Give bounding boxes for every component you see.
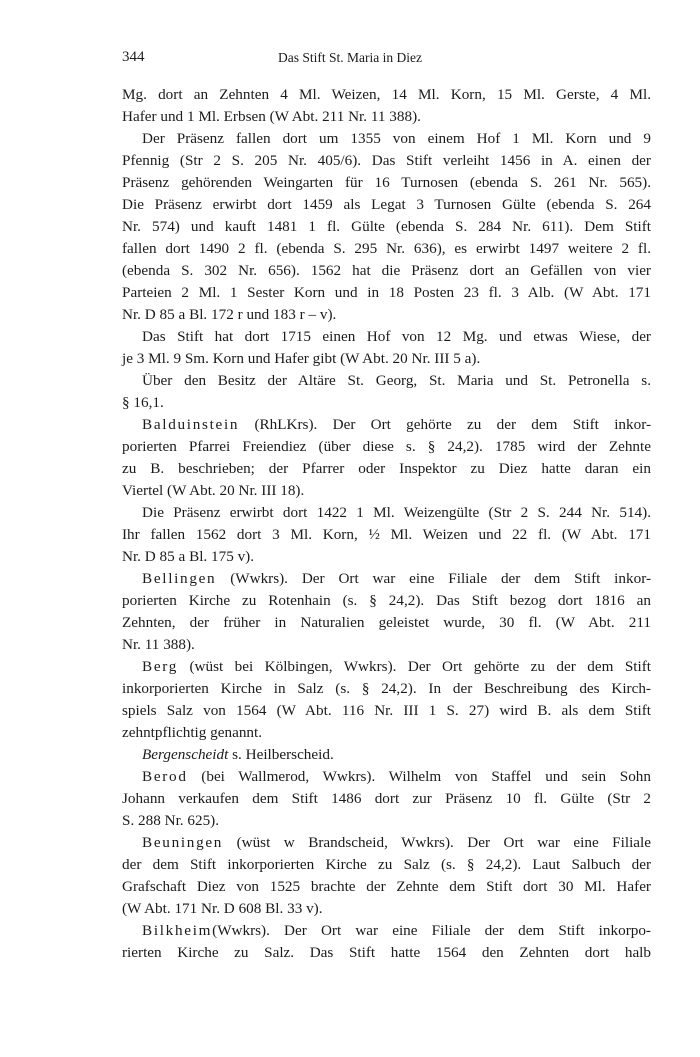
text-line bbox=[122, 524, 651, 546]
text-segment: (wüst bei Kölbingen, Wwkrs). Der Ort gehörte zu der dem Stift bbox=[178, 658, 651, 675]
text-segment: (wüst w Brandscheid, Wwkrs). Der Ort war eine Filiale bbox=[223, 834, 651, 851]
text-segment: Grafschaft Diez von 1525 brachte der Zehnte dem Stift dort 30 Ml. Hafer bbox=[122, 878, 651, 895]
text-line bbox=[122, 502, 651, 524]
text-line bbox=[122, 722, 651, 744]
text-line bbox=[122, 326, 651, 348]
text-segment: je 3 Ml. 9 Sm. Korn und Hafer gibt (W Abt. 20 Nr. III 5 a). bbox=[122, 350, 481, 367]
text-segment: Nr. D 85 a Bl. 172 r und 183 r – v). bbox=[122, 306, 337, 323]
body-text bbox=[122, 84, 651, 964]
text-line bbox=[122, 766, 651, 788]
text-segment: der dem Stift inkorporierten Kirche zu Salz (s. § 24,2). Laut Salbuch der bbox=[122, 856, 651, 873]
text-segment: S. 288 Nr. 625). bbox=[122, 812, 220, 829]
text-segment: (Wwkrs). Der Ort war eine Filiale der dem Stift inkorpo- bbox=[212, 922, 651, 939]
text-line bbox=[122, 546, 651, 568]
text-line bbox=[122, 348, 651, 370]
text-line bbox=[122, 810, 651, 832]
text-segment: Der Präsenz fallen dort um 1355 von einem Hof 1 Ml. Korn und 9 bbox=[142, 130, 651, 147]
text-segment: Johann verkaufen dem Stift 1486 dort zur Präsenz 10 fl. Gülte (Str 2 bbox=[122, 790, 651, 807]
text-line bbox=[122, 370, 651, 392]
text-line bbox=[122, 480, 651, 502]
text-line bbox=[122, 458, 651, 480]
text-line bbox=[122, 84, 651, 106]
text-line bbox=[122, 194, 651, 216]
text-line bbox=[122, 414, 651, 436]
text-segment: (Wwkrs). Der Ort war eine Filiale der dem Stift inkor- bbox=[216, 570, 651, 587]
text-segment: zehntpflichtig genannt. bbox=[122, 724, 263, 741]
text-segment: fallen dort 1490 2 fl. (ebenda S. 295 Nr. 636), es erwirbt 1497 weitere 2 fl. bbox=[122, 240, 651, 257]
text-segment: (bei Wallmerod, Wwkrs). Wilhelm von Staffel und sein Sohn bbox=[187, 768, 651, 785]
text-line bbox=[122, 238, 651, 260]
text-segment: (RhLKrs). Der Ort gehörte zu der dem Stift inkor- bbox=[239, 416, 651, 433]
text-segment: Mg. dort an Zehnten 4 Ml. Weizen, 14 Ml. Korn, 15 Ml. Gerste, 4 Ml. bbox=[122, 86, 651, 103]
text-line bbox=[122, 744, 651, 766]
text-line bbox=[122, 898, 651, 920]
page-number: 344 bbox=[122, 49, 145, 65]
text-segment: Viertel (W Abt. 20 Nr. III 18). bbox=[122, 482, 305, 499]
place-name: Berg bbox=[142, 658, 179, 675]
text-segment: Über den Besitz der Altäre St. Georg, St. Maria und St. Petronella s. bbox=[142, 372, 651, 389]
text-segment: Zehnten, der früher in Naturalien geleistet wurde, 30 fl. (W Abt. 211 bbox=[122, 614, 651, 631]
place-name: Balduinstein bbox=[142, 416, 240, 433]
text-segment: Nr. 11 388). bbox=[122, 636, 195, 653]
text-line bbox=[122, 150, 651, 172]
text-line bbox=[122, 920, 651, 942]
text-segment: inkorporierten Kirche in Salz (s. § 24,2). In der Beschreibung des Kirch- bbox=[122, 680, 651, 697]
text-line bbox=[122, 634, 651, 656]
text-segment: zu B. beschrieben; der Pfarrer oder Inspektor zu Diez hatte daran ein bbox=[122, 460, 651, 477]
text-line bbox=[122, 678, 651, 700]
running-title: Das Stift St. Maria in Diez bbox=[278, 50, 422, 65]
text-line bbox=[122, 216, 651, 238]
text-line bbox=[122, 106, 651, 128]
text-segment: porierten Kirche zu Rotenhain (s. § 24,2). Das Stift bezog dort 1816 an bbox=[122, 592, 651, 609]
text-segment: rierten Kirche zu Salz. Das Stift hatte 1564 den Zehnten dort halb bbox=[122, 944, 651, 961]
place-name: Beuningen bbox=[142, 834, 224, 851]
running-head bbox=[0, 49, 700, 71]
text-segment: § 16,1. bbox=[122, 394, 164, 411]
text-line bbox=[122, 172, 651, 194]
place-name: Bilkheim bbox=[142, 922, 213, 939]
text-segment: Parteien 2 Ml. 1 Sester Korn und in 18 Posten 23 fl. 3 Alb. (W Abt. 171 bbox=[122, 284, 651, 301]
cross-reference-term: Bergenscheidt bbox=[142, 746, 229, 763]
text-segment: Die Präsenz erwirbt dort 1459 als Legat 3 Turnosen Gülte (ebenda S. 264 bbox=[122, 196, 651, 213]
text-segment: Ihr fallen 1562 dort 3 Ml. Korn, ½ Ml. Weizen und 22 fl. (W Abt. 171 bbox=[122, 526, 651, 543]
text-line bbox=[122, 590, 651, 612]
text-line bbox=[122, 854, 651, 876]
text-line bbox=[122, 788, 651, 810]
text-line bbox=[122, 942, 651, 964]
text-line bbox=[122, 656, 651, 678]
text-line bbox=[122, 436, 651, 458]
text-line bbox=[122, 700, 651, 722]
text-line bbox=[122, 128, 651, 150]
text-segment: s. Heilberscheid. bbox=[228, 746, 334, 763]
text-segment: Präsenz gehörenden Weingarten für 16 Turnosen (ebenda S. 261 Nr. 565). bbox=[122, 174, 651, 191]
text-segment: Hafer und 1 Ml. Erbsen (W Abt. 211 Nr. 11 388). bbox=[122, 108, 421, 125]
text-segment: Pfennig (Str 2 S. 205 Nr. 405/6). Das Stift verleiht 1456 in A. einen der bbox=[122, 152, 651, 169]
text-line bbox=[122, 392, 651, 414]
place-name: Bellingen bbox=[142, 570, 217, 587]
text-segment: Das Stift hat dort 1715 einen Hof von 12 Mg. und etwas Wiese, der bbox=[142, 328, 651, 345]
text-line bbox=[122, 260, 651, 282]
text-segment: Nr. D 85 a Bl. 175 v). bbox=[122, 548, 255, 565]
place-name: Berod bbox=[142, 768, 188, 785]
text-segment: porierten Pfarrei Freiendiez (über diese s. § 24,2). 1785 wird der Zehnte bbox=[122, 438, 651, 455]
text-segment: (ebenda S. 302 Nr. 656). 1562 hat die Präsenz dort an Gefällen von vier bbox=[122, 262, 651, 279]
text-segment: Die Präsenz erwirbt dort 1422 1 Ml. Weizengülte (Str 2 S. 244 Nr. 514). bbox=[142, 504, 651, 521]
text-segment: Nr. 574) und kauft 1481 1 fl. Gülte (ebenda S. 284 Nr. 611). Dem Stift bbox=[122, 218, 651, 235]
text-line bbox=[122, 304, 651, 326]
text-line bbox=[122, 832, 651, 854]
text-segment: spiels Salz von 1564 (W Abt. 116 Nr. III 1 S. 27) wird B. als dem Stift bbox=[122, 702, 651, 719]
text-line bbox=[122, 568, 651, 590]
text-line bbox=[122, 282, 651, 304]
text-segment: (W Abt. 171 Nr. D 608 Bl. 33 v). bbox=[122, 900, 323, 917]
text-line bbox=[122, 876, 651, 898]
text-line bbox=[122, 612, 651, 634]
